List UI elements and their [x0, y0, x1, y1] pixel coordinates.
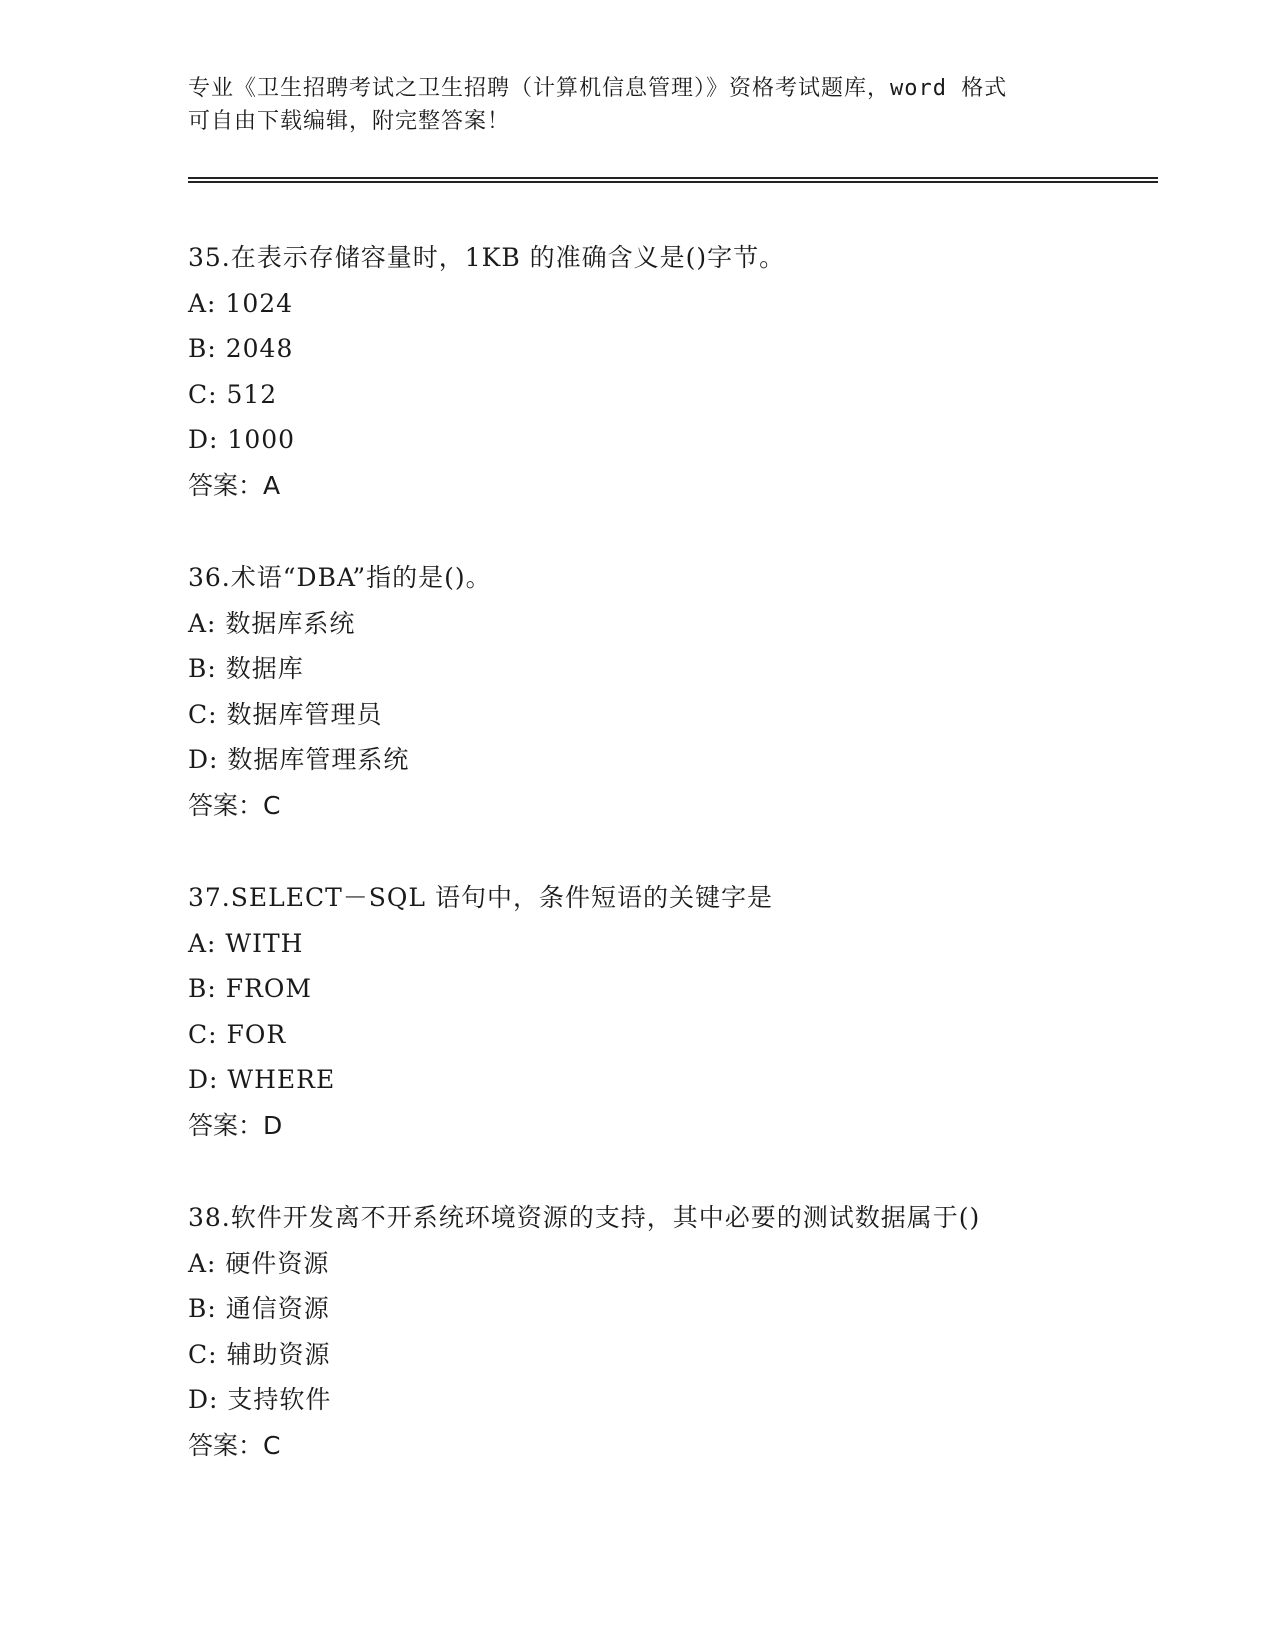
question-stem: 38.软件开发离不开系统环境资源的支持，其中必要的测试数据属于() [188, 1203, 981, 1232]
option-b: B: 2048 [188, 334, 294, 363]
answer: 答案：C [188, 1430, 281, 1460]
option-c: C: 512 [188, 379, 278, 409]
option-a: A: WITH [188, 928, 304, 958]
option-d: D: WHERE [188, 1065, 336, 1094]
option-a: A: 数据库系统 [188, 608, 356, 638]
answer: 答案：D [188, 1110, 283, 1140]
header-line-1: 专业《卫生招聘考试之卫生招聘（计算机信息管理）》资格考试题库，word 格式 [188, 76, 1008, 101]
option-b: B: 数据库 [188, 654, 304, 683]
option-d: D: 1000 [188, 425, 296, 454]
option-c: C: FOR [188, 1019, 287, 1049]
option-d: D: 支持软件 [188, 1385, 332, 1414]
header-divider-bottom [188, 181, 1158, 183]
answer: 答案：A [188, 470, 281, 500]
question-36 [188, 555, 1138, 828]
option-b: B: FROM [188, 974, 313, 1003]
option-c: C: 辅助资源 [188, 1339, 331, 1369]
question-stem: 35.在表示存储容量时，1KB 的准确含义是()字节。 [188, 243, 786, 272]
question-stem: 36.术语“DBA”指的是()。 [188, 563, 492, 592]
option-a: A: 硬件资源 [188, 1248, 330, 1278]
question-35 [188, 235, 1138, 508]
document-header [188, 72, 1068, 138]
option-d: D: 数据库管理系统 [188, 745, 410, 774]
question-37 [188, 875, 1138, 1148]
option-b: B: 通信资源 [188, 1294, 330, 1323]
answer: 答案：C [188, 790, 281, 820]
option-c: C: 数据库管理员 [188, 699, 383, 729]
option-a: A: 1024 [188, 288, 294, 318]
header-line-2: 可自由下载编辑，附完整答案！ [188, 109, 511, 134]
header-divider-top [188, 177, 1158, 179]
question-stem: 37.SELECT－SQL 语句中，条件短语的关键字是 [188, 883, 773, 912]
question-38 [188, 1195, 1138, 1468]
